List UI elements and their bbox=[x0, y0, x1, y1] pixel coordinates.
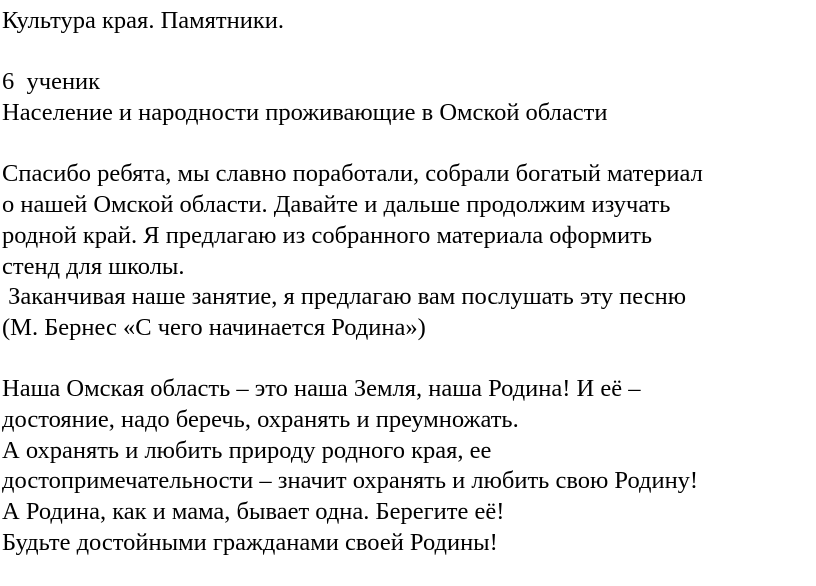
blank-line bbox=[2, 344, 816, 375]
text-line: Спасибо ребята, мы славно поработали, собрали богатый материал bbox=[2, 160, 703, 188]
text-line: родной край. Я предлагаю из собранного материала оформить bbox=[2, 221, 653, 249]
paragraph-homeland bbox=[2, 374, 816, 558]
topic-line: Население и народности проживающие в Омской области bbox=[2, 99, 608, 127]
text-line: Заканчивая наше занятие, я предлагаю вам послушать эту песню bbox=[2, 283, 687, 311]
paragraph-closing-words bbox=[2, 159, 816, 343]
text-line: Будьте достойными гражданами своей Родины! bbox=[2, 528, 498, 556]
text-line: (М. Бернес «С чего начинается Родина») bbox=[2, 313, 426, 341]
text-line: А Родина, как и мама, бывает одна. Берегите её! bbox=[2, 498, 505, 525]
blank-line bbox=[2, 129, 816, 160]
document-title: Культура края. Памятники. bbox=[2, 7, 284, 34]
text-line: Наша Омская область – это наша Земля, наша Родина! И её – bbox=[2, 375, 641, 403]
text-line: о нашей Омской области. Давайте и дальше продолжим изучать bbox=[2, 191, 671, 219]
student-label: 6 ученик bbox=[2, 68, 101, 96]
text-line: А охранять и любить природу родного края, ее bbox=[2, 436, 492, 464]
text-line: достояние, надо беречь, охранять и преумножать. bbox=[2, 405, 519, 433]
text-line: стенд для школы. bbox=[2, 252, 185, 280]
blank-line bbox=[2, 37, 816, 68]
text-line: достопримечательности – значит охранять и любить свою Родину! bbox=[2, 467, 699, 495]
